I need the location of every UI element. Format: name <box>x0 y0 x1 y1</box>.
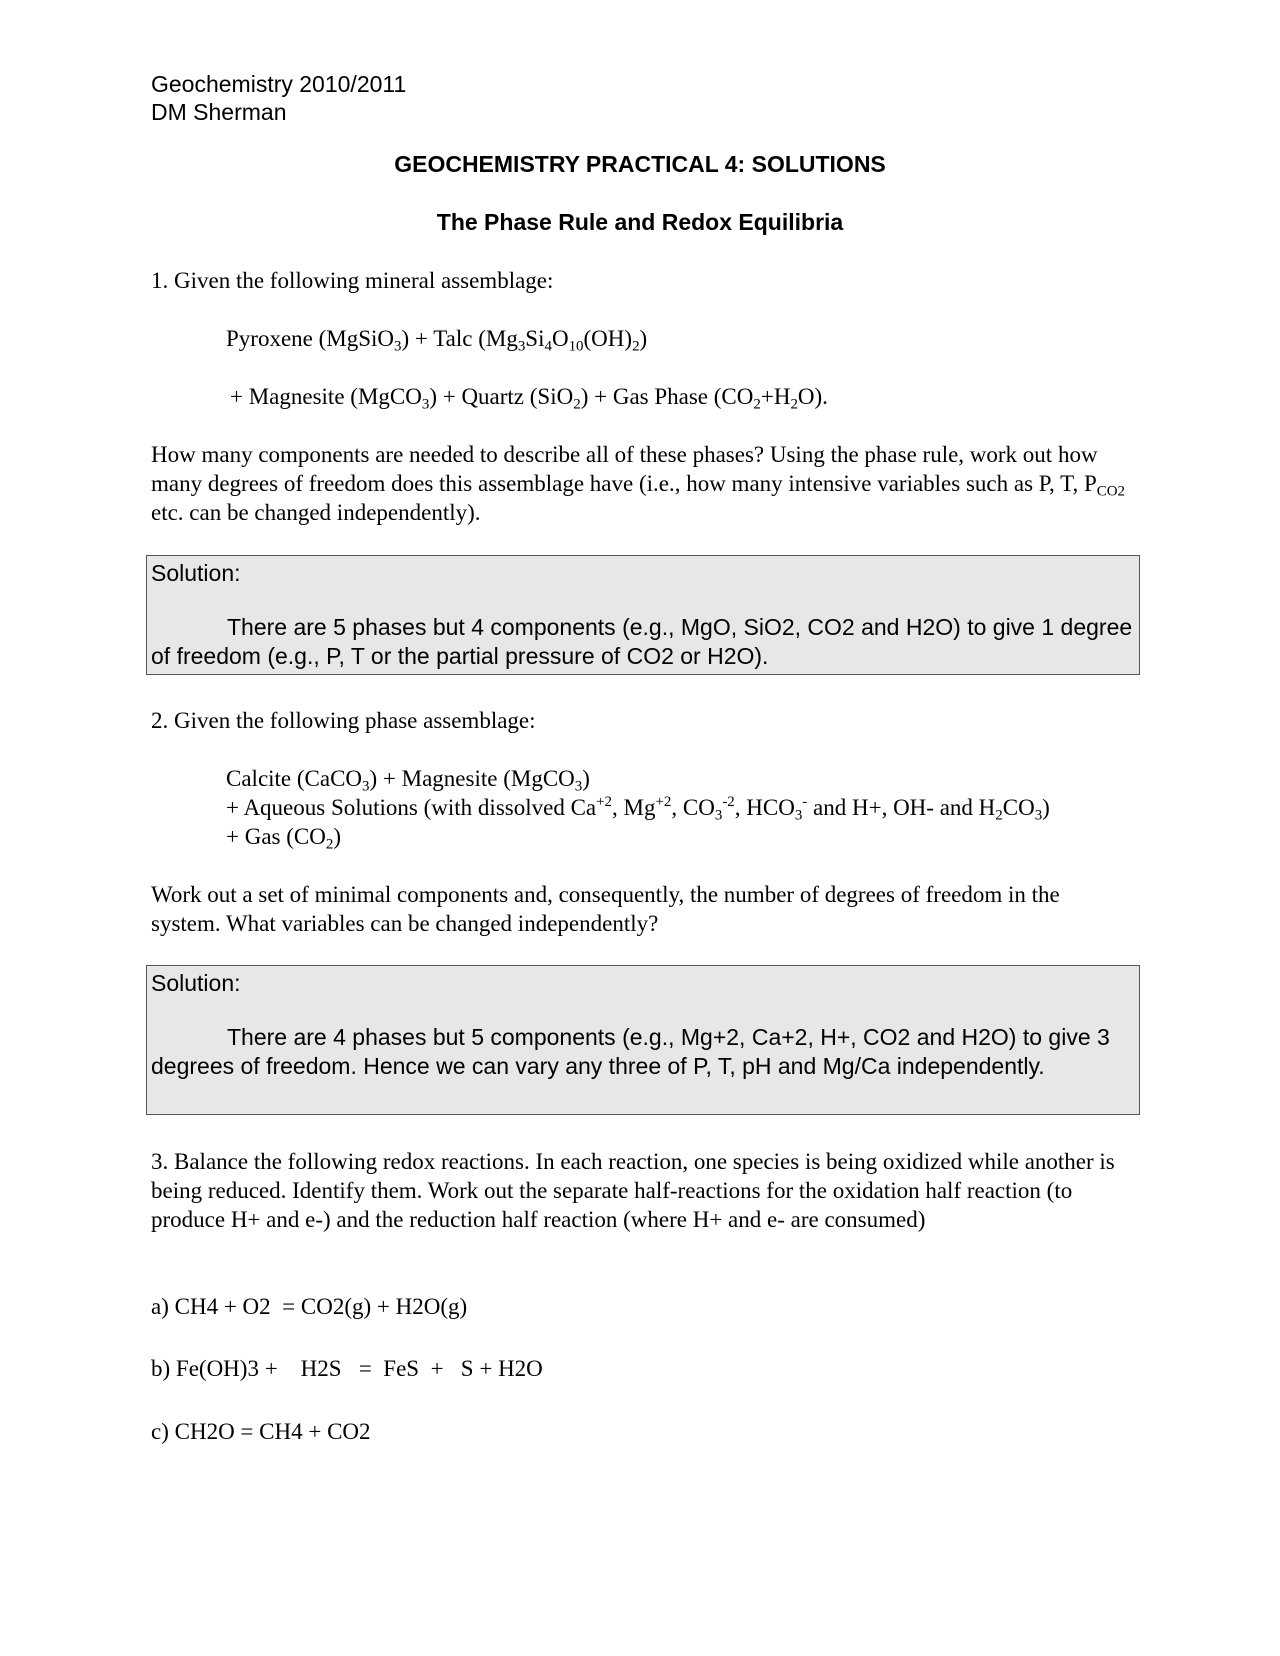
q1-solution-label: Solution: <box>151 560 241 586</box>
q1-mineral-line-2: + Magnesite (MgCO$_3$) + Quartz (SiO$_2$) + Gas Phase $(CO_2+H_2O)$. <box>230 384 828 413</box>
page-title: GEOCHEMISTRY PRACTICAL 4: SOLUTIONS <box>394 151 886 177</box>
q2-solution-box <box>146 965 1140 1115</box>
author-label: DM Sherman <box>151 99 287 125</box>
q1-question-end: etc. can be changed independently). <box>151 500 481 525</box>
q2-question: Work out a set of minimal components and, consequently, the number of degrees of freedom in the system. What variables can be changed independently? <box>151 882 1060 936</box>
q1-mineral-line-1: Pyroxene (MgSiO$_3$) + Talc $(Mg_3Si_4O_{10}(OH)_2)$ <box>226 326 648 355</box>
q2-phase-line-2: + Aqueous Solutions (with dissolved $Ca^{+2}$, $Mg^{+2}$, $CO_3^{-2}$, $HCO_3^-$ and H+, OH- and $H_2CO_3$) <box>226 794 1050 824</box>
q3-reaction-b: b) Fe(OH)3 + H2S = FeS + S + H2O <box>151 1356 543 1381</box>
q3-reaction-a: a) CH4 + O2 = CO2(g) + H2O(g) <box>151 1294 468 1319</box>
q1-question-sub: CO2 <box>1096 483 1125 500</box>
q2-intro: 2. Given the following phase assemblage: <box>151 708 536 733</box>
q1-solution-box <box>146 555 1140 675</box>
q1-intro: 1. Given the following mineral assemblage: <box>151 268 554 293</box>
q1-question-text: How many components are needed to describe all of these phases? Using the phase rule, work out how many degrees of freedom does this assemblage have (i.e., how many intensive variables such as P, T, P <box>151 442 1098 496</box>
q1-question <box>151 440 1131 527</box>
q2-solution-text <box>151 1023 1133 1081</box>
page-subtitle: The Phase Rule and Redox Equilibria <box>436 209 844 235</box>
q2-phase-line-3: + Gas $(CO_2)$ <box>226 824 341 853</box>
q2-phase-line-1: Calcite (CaCO$_3$) + Magnesite (MgCO$_3$) <box>226 766 590 795</box>
q1-solution-text <box>151 613 1133 671</box>
q2-solution-label: Solution: <box>151 970 241 996</box>
q1-solution-content: There are 5 phases but 4 components (e.g., MgO, SiO2, CO2 and H2O) to give 1 degree of freedom (e.g., P, T or the partial pressure of CO2 or H2O). <box>151 614 1133 669</box>
q3-intro: 3. Balance the following redox reactions. In each reaction, one species is being oxidized while another is being reduced. Identify them. Work out the separate half-reactions for the oxidation half reaction (to produce H+ and e-) and the reduction half reaction (where H+ and e- are consumed) <box>151 1149 1115 1232</box>
q3-reaction-c: c) CH2O = CH4 + CO2 <box>151 1419 371 1444</box>
course-label: Geochemistry 2010/2011 <box>151 71 407 97</box>
q2-solution-content: There are 4 phases but 5 components (e.g., Mg+2, Ca+2, H+, CO2 and H2O) to give 3 degrees of freedom. Hence we can vary any three of P, T, pH and Mg/Ca independently. <box>151 1024 1110 1079</box>
